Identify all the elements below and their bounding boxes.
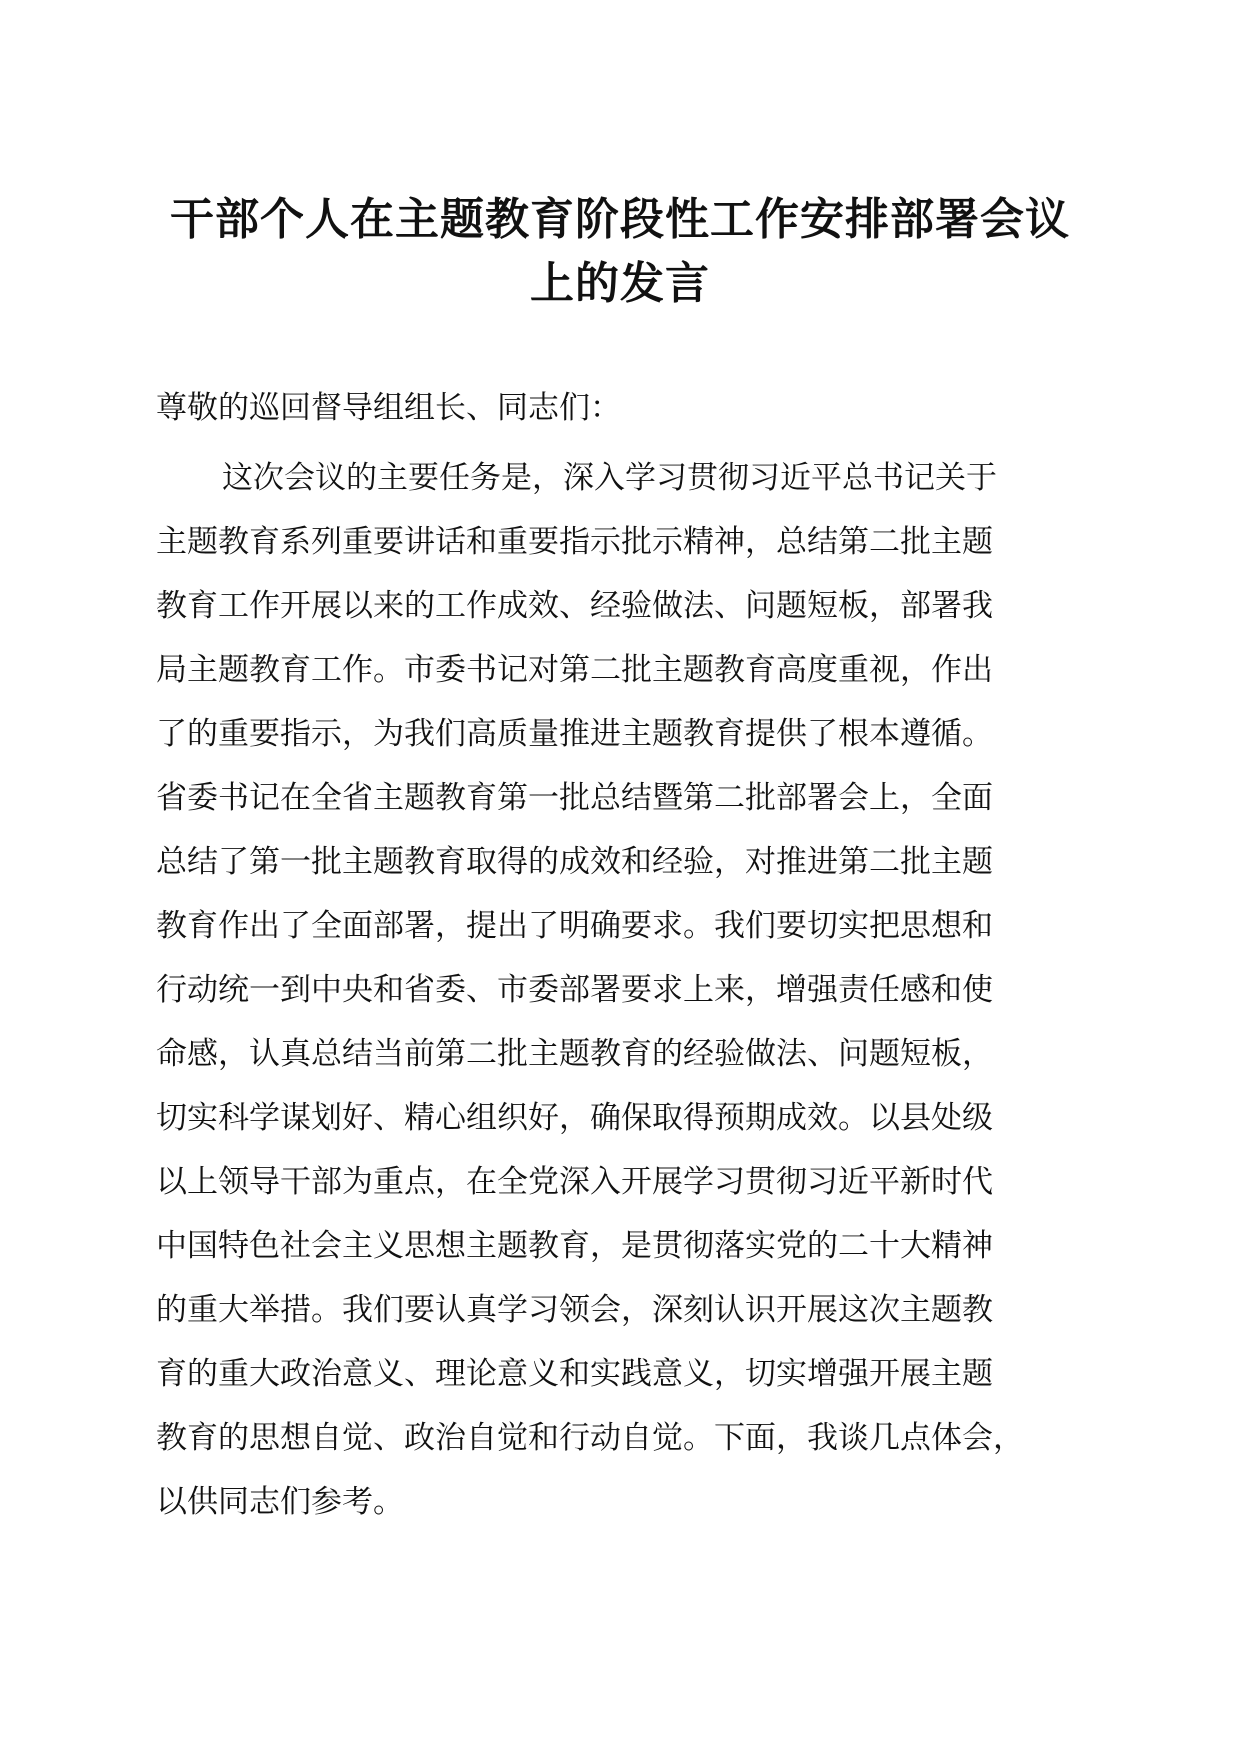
body-line-14: 的重大举措。我们要认真学习领会，深刻认识开展这次主题教	[156, 1292, 993, 1328]
body-line-1: 这次会议的主要任务是，深入学习贯彻习近平总书记关于	[222, 460, 997, 496]
document-title	[140, 188, 1100, 316]
title-line-2: 上的发言	[530, 258, 710, 309]
body-line-8: 教育作出了全面部署，提出了明确要求。我们要切实把思想和	[156, 908, 993, 944]
body-line-13: 中国特色社会主义思想主题教育，是贯彻落实党的二十大精神	[156, 1228, 993, 1264]
body-line-17: 以供同志们参考。	[156, 1484, 404, 1520]
body-line-12: 以上领导干部为重点，在全党深入开展学习贯彻习近平新时代	[156, 1164, 993, 1200]
body-line-15: 育的重大政治意义、理论意义和实践意义，切实增强开展主题	[156, 1356, 993, 1392]
title-line-1: 干部个人在主题教育阶段性工作安排部署会议	[170, 194, 1070, 245]
body-line-16: 教育的思想自觉、政治自觉和行动自觉。下面，我谈几点体会，	[156, 1420, 1024, 1456]
body-line-6: 省委书记在全省主题教育第一批总结暨第二批部署会上，全面	[156, 780, 993, 816]
salutation: 尊敬的巡回督导组组长、同志们：	[156, 390, 621, 426]
body-line-11: 切实科学谋划好、精心组织好，确保取得预期成效。以县处级	[156, 1100, 993, 1136]
body-line-5: 了的重要指示，为我们高质量推进主题教育提供了根本遵循。	[156, 716, 993, 752]
body-paragraph	[156, 446, 1096, 1534]
body-line-4: 局主题教育工作。市委书记对第二批主题教育高度重视，作出	[156, 652, 993, 688]
body-line-9: 行动统一到中央和省委、市委部署要求上来，增强责任感和使	[156, 972, 993, 1008]
body-line-10: 命感，认真总结当前第二批主题教育的经验做法、问题短板，	[156, 1036, 993, 1072]
body-line-2: 主题教育系列重要讲话和重要指示批示精神，总结第二批主题	[156, 524, 993, 560]
body-line-3: 教育工作开展以来的工作成效、经验做法、问题短板，部署我	[156, 588, 993, 624]
body-line-7: 总结了第一批主题教育取得的成效和经验，对推进第二批主题	[156, 844, 993, 880]
